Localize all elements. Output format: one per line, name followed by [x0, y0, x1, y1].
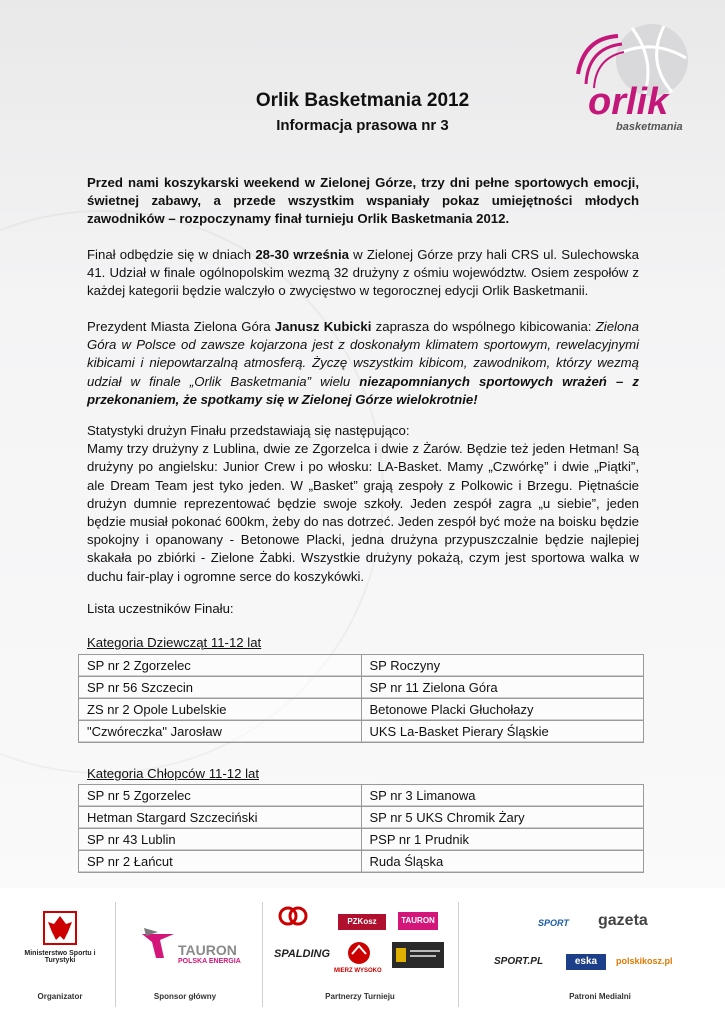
media-polskikosz: polskikosz.pl [616, 956, 673, 966]
divider [262, 902, 263, 1007]
team-cell: Betonowe Placki Głuchołazy [361, 699, 644, 721]
partner-tauron: TAURON [398, 912, 438, 930]
eagle-emblem-icon [40, 910, 80, 946]
media-gazeta: gazeta [598, 912, 648, 929]
table-row [79, 699, 644, 721]
team-cell: "Czwóreczka" Jarosław [79, 721, 362, 743]
partner-mierz-wysoko: MIERZ WYSOKO [334, 968, 382, 974]
team-cell: SP nr 11 Zielona Góra [361, 677, 644, 699]
table-row [79, 677, 644, 699]
team-cell: SP nr 43 Lublin [79, 829, 362, 851]
organizer-label: Organizator [37, 992, 83, 1001]
partners-label: Partnerzy Turnieju [325, 992, 395, 1001]
dates-paragraph: Finał odbędzie się w dniach 28-30 września w Zielonej Górze przy hali CRS ul. Sulechowska 41. Udział w finale ogólnopolskim wezmą 32 drużyny z ośmiu województw. Osiem zespołów z każdej kategorii będzie walczyło o zwycięstwo w tegorocznej edycji Orlik Basketmanii. [87, 247, 639, 299]
team-cell: UKS La-Basket Pierary Śląskie [361, 721, 644, 743]
page-subtitle: Informacja prasowa nr 3 [276, 117, 449, 134]
table-row [79, 851, 644, 873]
media-sport-tvp: SPORT [538, 918, 569, 928]
media-eska: eska [566, 954, 606, 970]
sponsors-footer [0, 888, 725, 1024]
boys-table [78, 784, 644, 873]
table-row [79, 655, 644, 677]
participants-heading: Lista uczestników Finału: [87, 601, 234, 616]
sponsor-name: TAURON [178, 942, 237, 958]
crs-logo-icon [278, 904, 308, 932]
tauron-mark-icon [138, 924, 178, 960]
team-cell: PSP nr 1 Prudnik [361, 829, 644, 851]
mayor-paragraph: Prezydent Miasta Zielona Góra Janusz Kubicki zaprasza do wspólnego kibicowania: Zielona Góra w Polsce od zawsze kojarzona jest z doskonałym klimatem sportowym, rewelacyjnymi kibicami i niepowtarzalną atmosferą. Życzę wszystkim kibicom, zawodnikom, którzy wezmą udział w finale „Orlik Basketmania” wielu niezapomnianych sportowych wrażeń – z przekonaniem, że spotkamy się w Zielonej Górze wielokrotnie! [87, 319, 639, 407]
partner-pzkosz: PZKosz [338, 914, 386, 930]
media-label: Patroni Medialni [569, 992, 631, 1001]
page-title: Orlik Basketmania 2012 [255, 90, 470, 111]
team-cell: SP nr 3 Limanowa [361, 785, 644, 807]
team-cell: Ruda Śląska [361, 851, 644, 873]
mierz-wysoko-icon [346, 940, 372, 966]
partner-spalding: SPALDING [274, 948, 331, 960]
table-row [79, 721, 644, 743]
team-cell: SP nr 5 Zgorzelec [79, 785, 362, 807]
team-cell: ZS nr 2 Opole Lubelskie [79, 699, 362, 721]
girls-category-heading: Kategoria Dziewcząt 11-12 lat [87, 635, 262, 650]
team-cell: SP nr 2 Łańcut [79, 851, 362, 873]
organizer-name: Ministerstwo Sportu i Turystyki [24, 950, 96, 964]
boys-category-heading: Kategoria Chłopców 11-12 lat [87, 766, 260, 781]
sponsor-sub: POLSKA ENERGIA [178, 958, 241, 965]
girls-table [78, 654, 644, 743]
team-cell: SP Roczyny [361, 655, 644, 677]
logo-sub: basketmania [616, 121, 683, 133]
team-cell: Hetman Stargard Szczeciński [79, 807, 362, 829]
team-cell: SP nr 5 UKS Chromik Żary [361, 807, 644, 829]
logo-word: orlik [588, 81, 669, 123]
table-row [79, 807, 644, 829]
stats-paragraph: Statystyki drużyn Finału przedstawiają się następująco: Mamy trzy drużyny z Lublina, dwie ze Zgorzelca i dwie z Żarów. Będzie też jeden Hetman! Są drużyny po angielsku: Junior Crew i po włosku: LA-Basket. Mamy „Czwórkę” i dwie „Piątki”, ale Dream Team jest tyko jeden. W „Basket” grają zespoły z Polkowic i Brzegu. Piętnaście drużyn dumnie reprezentować będzie swoje szkoły. Jeden zespół zagra „u siebie”, jeden będzie musiał pokonać 600km, żeby do nas dotrzeć. Jeden zespół być może na boisku będzie spokojny i opanowany - Betonowe Placki, jedna drużyna przypuszczalnie będzie najlepiej skakała po zbiórki - Zielone Żabki. Wszystkie drużyny pokażą, czym jest sportowa walka w duchu fair-play i ogromne serce do koszykówki. [87, 423, 639, 584]
media-sport-pl: SPORT.PL [494, 956, 544, 967]
divider [115, 902, 116, 1007]
team-cell: SP nr 2 Zgorzelec [79, 655, 362, 677]
sponsor-label: Sponsor główny [153, 992, 217, 1001]
table-row [79, 829, 644, 851]
team-cell: SP nr 56 Szczecin [79, 677, 362, 699]
table-row [79, 785, 644, 807]
partner-badge-icon [392, 942, 444, 968]
divider [458, 902, 459, 1007]
intro-paragraph: Przed nami koszykarski weekend w Zielonej Górze, trzy dni pełne sportowych emocji, świetnej zabawy, a przede wszystkim wspaniały pokaz umiejętności młodych zawodników – rozpoczynamy finał turnieju Orlik Basketmania 2012. [87, 175, 639, 227]
